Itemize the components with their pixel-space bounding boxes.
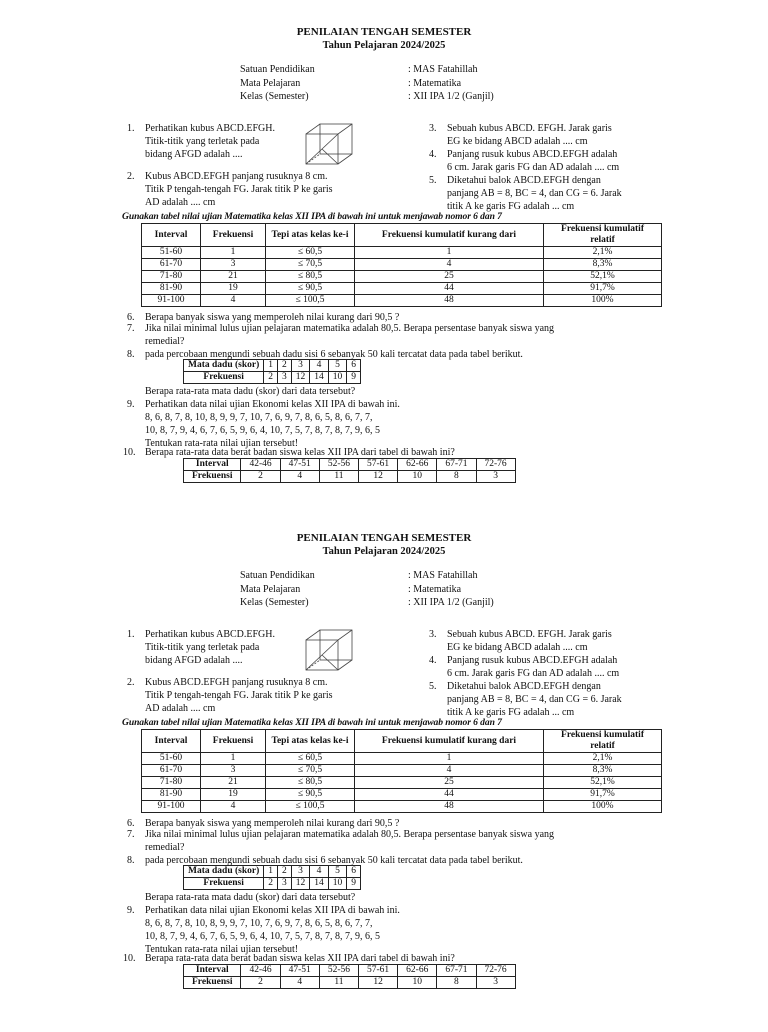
table-cell: 3 xyxy=(201,765,266,777)
table-cell: 67-71 xyxy=(437,965,476,977)
question-number: 9. xyxy=(127,399,135,410)
table-cell: 52,1% xyxy=(544,271,662,283)
table-cell: 2 xyxy=(241,471,280,483)
exam-sheet xyxy=(0,532,768,1032)
question-number: 10. xyxy=(123,447,136,458)
table-row xyxy=(142,753,662,765)
table-cell: 57-61 xyxy=(358,459,397,471)
meta-label: Mata Pelajaran xyxy=(240,583,301,595)
meta-value: : XII IPA 1/2 (Ganjil) xyxy=(408,597,494,608)
question-text: Berapa rata-rata data berat badan siswa kelas XII IPA dari tabel di bawah ini? xyxy=(145,447,455,458)
table-cell: 12 xyxy=(358,471,397,483)
table-row xyxy=(142,259,662,271)
question-text: Perhatikan data nilai ujian Ekonomi kelas XII IPA di bawah ini. xyxy=(145,905,400,916)
question-number: 2. xyxy=(127,171,135,182)
question-text: titik A ke garis FG adalah ... cm xyxy=(447,201,575,212)
table-cell: 4 xyxy=(280,977,319,989)
question-text: Perhatikan kubus ABCD.EFGH. xyxy=(145,629,275,640)
dice-table xyxy=(183,865,361,890)
table-row xyxy=(142,271,662,283)
meta-value: : XII IPA 1/2 (Ganjil) xyxy=(408,91,494,102)
table-cell: 10 xyxy=(328,372,347,384)
table-cell: 1 xyxy=(355,753,544,765)
question-text: 6 cm. Jarak garis FG dan AD adalah .... cm xyxy=(447,668,620,679)
table-cell: 1 xyxy=(264,866,278,878)
table-header: Tepi atas kelas ke-i xyxy=(266,730,355,753)
table-cell: 47-51 xyxy=(280,459,319,471)
question-text: Berapa rata-rata mata dadu (skor) dari data tersebut? xyxy=(145,386,356,397)
table-cell: 5 xyxy=(328,866,347,878)
question-text: panjang AB = 8, BC = 4, dan CG = 6. Jarak xyxy=(447,694,622,705)
table-cell: 2 xyxy=(278,866,292,878)
question-number: 7. xyxy=(127,323,135,334)
table-cell: 42-46 xyxy=(241,459,280,471)
table-cell: ≤ 70,5 xyxy=(266,259,355,271)
table-cell: 72-76 xyxy=(476,965,515,977)
row-label: Interval xyxy=(184,459,241,471)
table-header: Frekuensi xyxy=(201,224,266,247)
question-text: Berapa rata-rata data berat badan siswa kelas XII IPA dari tabel di bawah ini? xyxy=(145,953,455,964)
table-cell: 6 xyxy=(347,360,361,372)
table-cell: 91-100 xyxy=(142,295,201,307)
table-cell: 62-66 xyxy=(398,965,437,977)
question-number: 8. xyxy=(127,349,135,360)
question-3 xyxy=(429,122,647,148)
table-row xyxy=(142,789,662,801)
table-cell: 52-56 xyxy=(319,965,358,977)
question-text: Titik P tengah-tengah FG. Jarak titik P ke garis xyxy=(145,690,333,701)
table-cell: 4 xyxy=(201,295,266,307)
table-cell: 52-56 xyxy=(319,459,358,471)
question-text: 8, 6, 8, 7, 8, 10, 8, 9, 9, 7, 10, 7, 6, 9, 7, 8, 6, 5, 8, 6, 7, 7, xyxy=(145,412,373,423)
table-cell: 52,1% xyxy=(544,777,662,789)
question-5 xyxy=(429,174,652,213)
question-text: AD adalah .... cm xyxy=(145,703,216,714)
question-text: Titik-titik yang terletak pada xyxy=(145,642,260,653)
meta-label: Satuan Pendidikan xyxy=(240,64,315,75)
exam-year: Tahun Pelajaran 2024/2025 xyxy=(322,546,446,557)
table-header: Frekuensi xyxy=(201,730,266,753)
meta-label: Kelas (Semester) xyxy=(240,597,309,608)
table-cell: 2,1% xyxy=(544,753,662,765)
question-text: EG ke bidang ABCD adalah .... cm xyxy=(447,136,588,147)
row-label: Interval xyxy=(184,965,241,977)
exam-sheet xyxy=(0,26,768,526)
row-label: Frekuensi xyxy=(184,372,264,384)
question-text: Titik-titik yang terletak pada xyxy=(145,136,260,147)
frequency-table xyxy=(141,223,662,307)
table-cell: ≤ 70,5 xyxy=(266,765,355,777)
meta-label: Mata Pelajaran xyxy=(240,77,301,89)
exam-meta xyxy=(240,569,494,610)
table-cell: 4 xyxy=(355,765,544,777)
question-text: 8, 6, 8, 7, 8, 10, 8, 9, 9, 7, 10, 7, 6, 9, 7, 8, 6, 5, 8, 6, 7, 7, xyxy=(145,918,373,929)
table-cell: 8,3% xyxy=(544,259,662,271)
question-number: 3. xyxy=(429,629,437,640)
table-cell: 1 xyxy=(264,360,278,372)
table-instruction: Gunakan tabel nilai ujian Matematika kelas XII IPA di bawah ini untuk menjawab nomor 6 dan 7 xyxy=(122,211,502,222)
question-text: pada percobaan mengundi sebuah dadu sisi 6 sebanyak 50 kali tercatat data pada tabel berikut. xyxy=(145,349,523,360)
table-cell: ≤ 100,5 xyxy=(266,801,355,813)
table-cell: 100% xyxy=(544,801,662,813)
question-text: Jika nilai minimal lulus ujian pelajaran matematika adalah 80,5. Berapa persentase banyak siswa yang xyxy=(145,829,555,840)
table-row xyxy=(142,801,662,813)
question-text: titik A ke garis FG adalah ... cm xyxy=(447,707,575,718)
question-text: bidang AFGD adalah .... xyxy=(145,655,243,666)
question-2 xyxy=(127,676,407,715)
exam-title: PENILAIAN TENGAH SEMESTER xyxy=(296,26,472,38)
question-number: 1. xyxy=(127,629,135,640)
table-cell: 12 xyxy=(358,977,397,989)
question-text: remedial? xyxy=(145,336,185,347)
question-number: 6. xyxy=(127,818,135,829)
table-cell: 3 xyxy=(278,372,292,384)
table-cell: 21 xyxy=(201,271,266,283)
table-cell: 57-61 xyxy=(358,965,397,977)
table-cell: 4 xyxy=(280,471,319,483)
table-cell: ≤ 90,5 xyxy=(266,283,355,295)
table-cell: 5 xyxy=(328,360,347,372)
question-text: Tentukan rata-rata nilai ujian tersebut! xyxy=(145,438,299,449)
question-9 xyxy=(127,398,545,450)
question-7 xyxy=(127,322,650,348)
question-text: Tentukan rata-rata nilai ujian tersebut! xyxy=(145,944,299,955)
question-text: Jika nilai minimal lulus ujian pelajaran matematika adalah 80,5. Berapa persentase banyak siswa yang xyxy=(145,323,555,334)
meta-value: : MAS Fatahillah xyxy=(408,64,478,75)
table-cell: 25 xyxy=(355,777,544,789)
question-number: 2. xyxy=(127,677,135,688)
table-cell: 9 xyxy=(347,372,361,384)
table-cell: 91-100 xyxy=(142,801,201,813)
table-cell: 42-46 xyxy=(241,965,280,977)
exam-year: Tahun Pelajaran 2024/2025 xyxy=(322,40,446,51)
table-cell: ≤ 100,5 xyxy=(266,295,355,307)
table-cell: 4 xyxy=(355,259,544,271)
table-cell: 12 xyxy=(291,372,310,384)
table-row xyxy=(142,295,662,307)
exam-meta xyxy=(240,63,494,104)
table-cell: 3 xyxy=(476,977,515,989)
question-4 xyxy=(429,148,652,174)
table-cell: 71-80 xyxy=(142,271,201,283)
question-text: Titik P tengah-tengah FG. Jarak titik P ke garis xyxy=(145,184,333,195)
table-header: Interval xyxy=(142,224,201,247)
question-text: Panjang rusuk kubus ABCD.EFGH adalah xyxy=(447,149,618,160)
table-cell: 4 xyxy=(201,801,266,813)
question-3 xyxy=(429,628,647,654)
question-number: 1. xyxy=(127,123,135,134)
table-row xyxy=(142,765,662,777)
table-cell: 1 xyxy=(355,247,544,259)
table-cell: 2,1% xyxy=(544,247,662,259)
table-cell: 4 xyxy=(310,866,329,878)
table-cell: 8 xyxy=(437,471,476,483)
row-label: Frekuensi xyxy=(184,878,264,890)
table-cell: 10 xyxy=(398,471,437,483)
question-text: Berapa banyak siswa yang memperoleh nilai kurang dari 90,5 ? xyxy=(145,818,400,829)
table-cell: 11 xyxy=(319,471,358,483)
question-text: remedial? xyxy=(145,842,185,853)
table-row xyxy=(142,283,662,295)
table-cell: ≤ 80,5 xyxy=(266,777,355,789)
table-cell: 14 xyxy=(310,372,329,384)
table-instruction: Gunakan tabel nilai ujian Matematika kelas XII IPA di bawah ini untuk menjawab nomor 6 dan 7 xyxy=(122,717,502,728)
table-header: Interval xyxy=(142,730,201,753)
table-cell: 51-60 xyxy=(142,247,201,259)
question-number: 7. xyxy=(127,829,135,840)
row-label: Frekuensi xyxy=(184,471,241,483)
table-cell: 81-90 xyxy=(142,789,201,801)
table-cell: 19 xyxy=(201,789,266,801)
question-text: EG ke bidang ABCD adalah .... cm xyxy=(447,642,588,653)
question-number: 9. xyxy=(127,905,135,916)
question-number: 8. xyxy=(127,855,135,866)
table-header: Frekuensi kumulatif relatif xyxy=(544,730,662,753)
table-cell: 11 xyxy=(319,977,358,989)
question-text: Kubus ABCD.EFGH panjang rusuknya 8 cm. xyxy=(145,677,328,688)
table-cell: 91,7% xyxy=(544,789,662,801)
question-text: bidang AFGD adalah .... xyxy=(145,149,243,160)
table-cell: 21 xyxy=(201,777,266,789)
table-cell: 1 xyxy=(201,247,266,259)
table-cell: 67-71 xyxy=(437,459,476,471)
question-text: Perhatikan kubus ABCD.EFGH. xyxy=(145,123,275,134)
question-text: AD adalah .... cm xyxy=(145,197,216,208)
table-cell: 91,7% xyxy=(544,283,662,295)
meta-label: Satuan Pendidikan xyxy=(240,570,315,581)
table-cell: 71-80 xyxy=(142,777,201,789)
table-cell: 2 xyxy=(278,360,292,372)
table-cell: 10 xyxy=(398,977,437,989)
table-cell: 44 xyxy=(355,283,544,295)
table-cell: 72-76 xyxy=(476,459,515,471)
table-cell: 3 xyxy=(278,878,292,890)
meta-value: : Matematika xyxy=(408,583,462,595)
weight-table xyxy=(183,458,516,483)
cube-figure-icon xyxy=(302,628,356,672)
question-7 xyxy=(127,828,650,854)
question-text: 10, 8, 7, 9, 4, 6, 7, 6, 5, 9, 6, 4, 10, 7, 5, 7, 8, 7, 8, 7, 9, 6, 5 xyxy=(145,931,380,942)
table-cell: 81-90 xyxy=(142,283,201,295)
table-cell: 48 xyxy=(355,295,544,307)
table-cell: 47-51 xyxy=(280,965,319,977)
question-text: Diketahui balok ABCD.EFGH dengan xyxy=(447,175,601,186)
table-cell: 3 xyxy=(201,259,266,271)
table-cell: 8 xyxy=(437,977,476,989)
question-text: Berapa rata-rata mata dadu (skor) dari data tersebut? xyxy=(145,892,356,903)
question-text: Panjang rusuk kubus ABCD.EFGH adalah xyxy=(447,655,618,666)
table-cell: 61-70 xyxy=(142,765,201,777)
table-cell: 48 xyxy=(355,801,544,813)
table-cell: ≤ 80,5 xyxy=(266,271,355,283)
table-cell: 2 xyxy=(264,372,278,384)
question-number: 6. xyxy=(127,312,135,323)
row-label: Frekuensi xyxy=(184,977,241,989)
table-row xyxy=(142,777,662,789)
question-number: 4. xyxy=(429,655,437,666)
table-cell: 1 xyxy=(201,753,266,765)
table-cell: 6 xyxy=(347,866,361,878)
table-cell: 14 xyxy=(310,878,329,890)
question-text: panjang AB = 8, BC = 4, dan CG = 6. Jarak xyxy=(447,188,622,199)
table-cell: 9 xyxy=(347,878,361,890)
table-header: Frekuensi kumulatif relatif xyxy=(544,224,662,247)
cube-figure-icon xyxy=(302,122,356,166)
meta-value: : MAS Fatahillah xyxy=(408,570,478,581)
question-8-followup xyxy=(145,891,545,904)
table-header: Tepi atas kelas ke-i xyxy=(266,224,355,247)
table-cell: 12 xyxy=(291,878,310,890)
table-cell: 10 xyxy=(328,878,347,890)
weight-table xyxy=(183,964,516,989)
table-cell: 62-66 xyxy=(398,459,437,471)
row-label: Mata dadu (skor) xyxy=(184,360,264,372)
dice-table xyxy=(183,359,361,384)
table-cell: 25 xyxy=(355,271,544,283)
question-number: 4. xyxy=(429,149,437,160)
table-header: Frekuensi kumulatif kurang dari xyxy=(355,224,544,247)
question-number: 5. xyxy=(429,175,437,186)
question-text: Perhatikan data nilai ujian Ekonomi kelas XII IPA di bawah ini. xyxy=(145,399,400,410)
table-header: Frekuensi kumulatif kurang dari xyxy=(355,730,544,753)
table-cell: ≤ 90,5 xyxy=(266,789,355,801)
exam-title: PENILAIAN TENGAH SEMESTER xyxy=(296,532,472,544)
question-text: Sebuah kubus ABCD. EFGH. Jarak garis xyxy=(447,123,612,134)
table-cell: 4 xyxy=(310,360,329,372)
table-cell: ≤ 60,5 xyxy=(266,247,355,259)
table-cell: 2 xyxy=(241,977,280,989)
question-4 xyxy=(429,654,652,680)
table-cell: 19 xyxy=(201,283,266,295)
table-cell: 61-70 xyxy=(142,259,201,271)
question-text: Diketahui balok ABCD.EFGH dengan xyxy=(447,681,601,692)
question-9 xyxy=(127,904,545,956)
question-1 xyxy=(127,628,305,667)
meta-value: : Matematika xyxy=(408,77,462,89)
row-label: Mata dadu (skor) xyxy=(184,866,264,878)
table-cell: 3 xyxy=(291,360,310,372)
question-5 xyxy=(429,680,652,719)
table-row xyxy=(142,247,662,259)
question-text: Kubus ABCD.EFGH panjang rusuknya 8 cm. xyxy=(145,171,328,182)
meta-label: Kelas (Semester) xyxy=(240,91,309,102)
table-cell: ≤ 60,5 xyxy=(266,753,355,765)
table-cell: 100% xyxy=(544,295,662,307)
table-cell: 8,3% xyxy=(544,765,662,777)
frequency-table xyxy=(141,729,662,813)
question-2 xyxy=(127,170,407,209)
question-text: 10, 8, 7, 9, 4, 6, 7, 6, 5, 9, 6, 4, 10, 7, 5, 7, 8, 7, 8, 7, 9, 6, 5 xyxy=(145,425,380,436)
question-text: Berapa banyak siswa yang memperoleh nilai kurang dari 90,5 ? xyxy=(145,312,400,323)
table-cell: 51-60 xyxy=(142,753,201,765)
table-cell: 2 xyxy=(264,878,278,890)
question-number: 10. xyxy=(123,953,136,964)
question-text: pada percobaan mengundi sebuah dadu sisi 6 sebanyak 50 kali tercatat data pada tabel berikut. xyxy=(145,855,523,866)
question-number: 5. xyxy=(429,681,437,692)
table-cell: 44 xyxy=(355,789,544,801)
question-8-followup xyxy=(145,385,545,398)
table-cell: 3 xyxy=(476,471,515,483)
table-cell: 3 xyxy=(291,866,310,878)
question-text: Sebuah kubus ABCD. EFGH. Jarak garis xyxy=(447,629,612,640)
question-number: 3. xyxy=(429,123,437,134)
question-1 xyxy=(127,122,305,161)
question-text: 6 cm. Jarak garis FG dan AD adalah .... cm xyxy=(447,162,620,173)
